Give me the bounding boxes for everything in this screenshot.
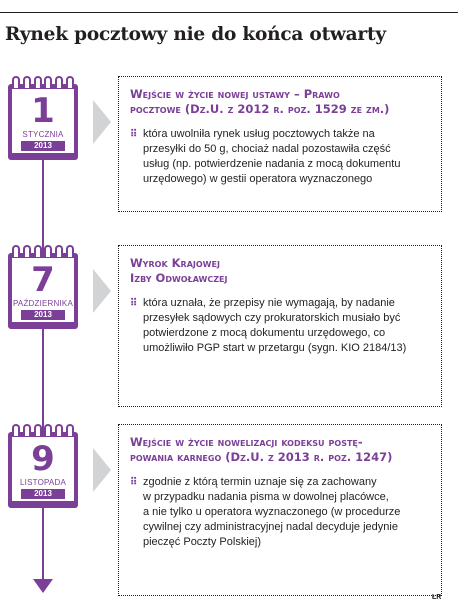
calendar-day: 1 [31, 91, 55, 131]
calendar-day: 7 [31, 260, 55, 300]
calendar-icon [8, 245, 78, 329]
calendar-page [12, 437, 74, 501]
dotted-bullet-icon: ⠿ [130, 477, 138, 488]
calendar-icon [8, 424, 78, 508]
calendar-year: 2013 [21, 141, 65, 151]
calendar-page [12, 89, 74, 153]
calendar-rings [8, 424, 78, 436]
event-description: zgodnie z którą termin uznaje się za zachowany w przypadku nadania pisma w dowolnej placówce, a nie tylko u operatora wyznaczonego (w procedurze cywilnej czy administracyjnej nadal decyduje jedynie pieczęć Poczty Polskiej) [143, 476, 401, 548]
author-credit: ŁR [432, 594, 442, 601]
calendar-year: 2013 [21, 489, 65, 499]
dotted-bullet-icon: ⠿ [130, 298, 138, 309]
top-rule [0, 12, 458, 13]
page-title: Rynek pocztowy nie do końca otwarty [5, 24, 386, 45]
calendar-month: STYCZNIA [22, 130, 64, 139]
event-box [118, 76, 442, 212]
calendar-day: 9 [31, 439, 55, 479]
event-heading: Wyrok Krajowej Izby Odwoławczej [130, 256, 228, 285]
event-description: która uwolniła rynek usług pocztowych także na przesyłki do 50 g, chociaż nadal pozostawiła część usług (np. potwierdzenie nadania z mocą dokumentu urzędowego) w gestii operatora wyznaczonego [143, 128, 401, 185]
dotted-bullet-icon: ⠿ [130, 129, 138, 140]
event-box [118, 245, 442, 407]
event-heading: Wejście w życie nowej ustawy – Prawo pocztowe (Dz.U. z 2012 r. poz. 1529 ze zm.) [130, 87, 390, 116]
event-heading: Wejście w życie nowelizacji kodeksu postę- powania karnego (Dz.U. z 2013 r. poz. 1247) [130, 435, 393, 464]
event-pointer-icon [93, 269, 111, 313]
calendar-month: PAŹDZIERNIKA [12, 299, 74, 308]
event-description: która uznała, że przepisy nie wymagają, by nadanie przesyłek sądowych czy prokuratorskich musiało być potwierdzone z mocą dokumentu urzędowego, co umożliwiło PGP start w przetargu (sygn. KIO 2184/13) [143, 297, 407, 354]
calendar-rings [8, 76, 78, 88]
calendar-month: LISTOPADA [20, 478, 66, 487]
event-pointer-icon [93, 448, 111, 492]
calendar-icon [8, 76, 78, 160]
event-pointer-icon [93, 100, 111, 144]
calendar-rings [8, 245, 78, 257]
calendar-page [12, 258, 74, 322]
event-box [118, 424, 442, 596]
calendar-year: 2013 [21, 310, 65, 320]
timeline-arrow-down-icon [33, 579, 53, 593]
timeline-line [42, 100, 44, 582]
